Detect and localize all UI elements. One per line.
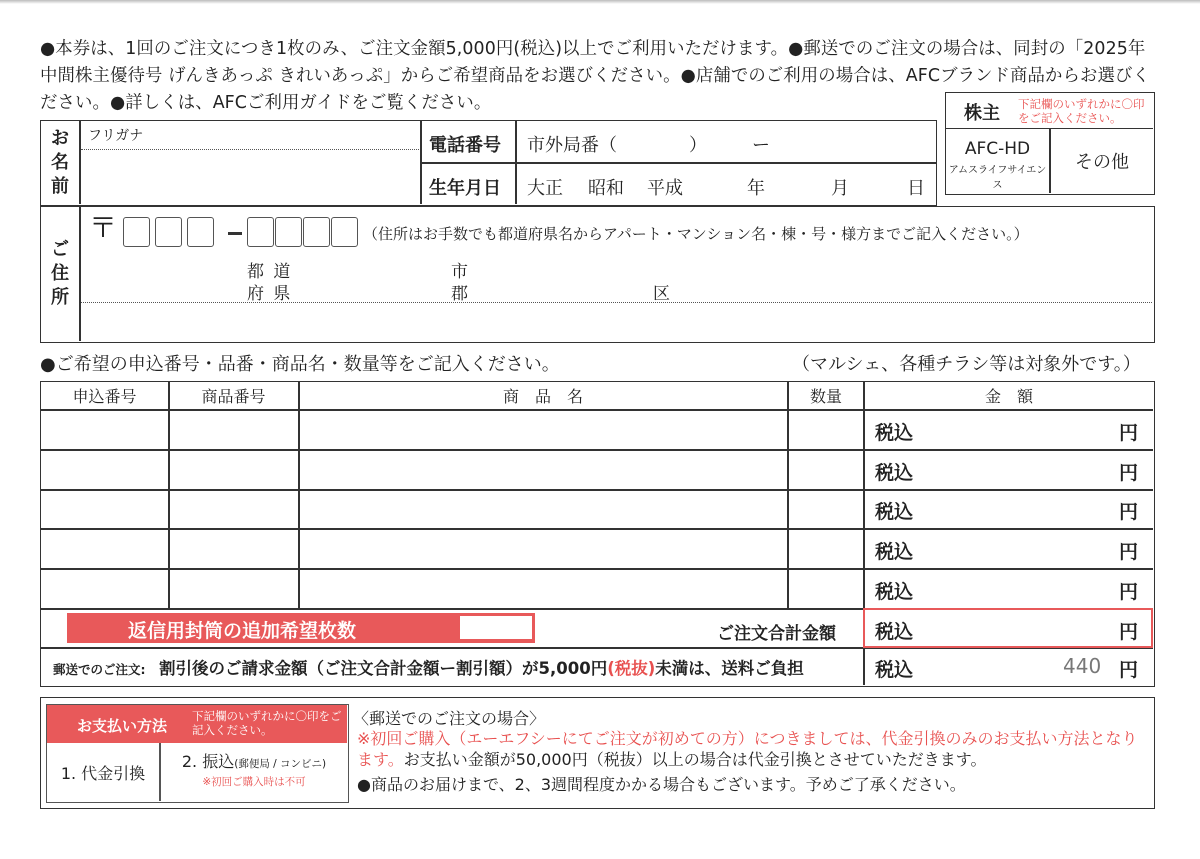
phone-input[interactable]: 市外局番（ ） ー [527, 135, 770, 156]
shareholder-option-other[interactable]: その他 [1075, 152, 1129, 173]
order-row-2[interactable] [41, 451, 861, 488]
shipping-yen-label: 円 [1119, 659, 1139, 681]
address-label: ご 住 所 [51, 239, 69, 308]
payment-option-cod[interactable]: 1. 代金引換 [60, 763, 146, 783]
intro-text: ●本券は、1回のご注文につき1枚のみ、ご注文金額5,000円(税込)以上でご利用いただけます。●郵送でのご注文の場合は、同封の「2025年中間株主優待号 げんきあっぷ きれいあっぷ」からご希望商品をお選びください。●店舗でのご利用の場合は、AFCブランド商品からお選びください。●詳しくは、AFCご利用ガイドをご覧ください。 [40, 39, 1150, 113]
mail-order-title: 〈郵送でのご注文の場合〉 [353, 709, 546, 728]
payment-method-note: 下記欄のいずれかに〇印をご記入ください。 [192, 709, 342, 737]
address-section [40, 206, 1155, 343]
postal-digit-1[interactable] [123, 217, 150, 247]
order-row-3[interactable] [41, 491, 861, 527]
order-row-1[interactable] [41, 411, 861, 448]
mail-order-red-text: ※初回ご購入（エーエフシーにてご注文が初めての方）につきましては、代金引換のみのお支払い方法となります。 [357, 729, 1138, 769]
shipping-text-b: 未満は、送料ご負担 [655, 659, 804, 678]
payment-transfer-note: ※初回ご購入時は不可 [202, 776, 306, 788]
row2-tax-label: 税込 [875, 462, 914, 484]
phone-label: 電話番号 [429, 135, 501, 156]
era-heisei[interactable]: 平成 [647, 178, 683, 199]
header-amount: 金 額 [984, 387, 1033, 406]
row5-yen-label: 円 [1119, 581, 1139, 603]
envelope-count-box [67, 613, 535, 643]
mail-order-black-text: お支払い金額が50,000円（税抜）以上の場合は代金引換とさせていただきます。 [403, 750, 987, 769]
shipping-text-red: (税抜) [607, 659, 656, 678]
furigana-input[interactable] [161, 123, 419, 147]
payment-method-box [46, 704, 349, 803]
prefecture-fu-ken: 府 県 [247, 284, 293, 304]
shareholder-option-afc-label: AFC-HD [964, 139, 1031, 159]
postal-digit-6[interactable] [303, 217, 330, 247]
payment-section [40, 697, 1155, 809]
month-label: 月 [831, 178, 849, 199]
shipping-tax-label: 税込 [875, 659, 914, 681]
postal-digit-3[interactable] [187, 217, 214, 247]
postal-digit-4[interactable] [247, 217, 274, 247]
shareholder-note: 下記欄のいずれかに〇印をご記入ください。 [1018, 97, 1145, 125]
order-total-label: ご注文合計金額 [717, 624, 836, 644]
shareholder-option-afc-sub: アムスライフサイエンス [948, 165, 1047, 191]
postal-digit-5[interactable] [275, 217, 302, 247]
era-taisho[interactable]: 大正 [527, 178, 563, 199]
row5-tax-label: 税込 [875, 581, 914, 603]
header-quantity: 数量 [809, 387, 842, 406]
order-section-title: ●ご希望の申込番号・品番・商品名・数量等をご記入ください。 [40, 354, 560, 375]
address-note: （住所はお手数でも都道府県名からアパート・マンション名・棟・号・様方までご記入ください。） [363, 225, 1029, 243]
city-label: 市 [451, 262, 468, 282]
order-row-5[interactable] [41, 570, 861, 607]
postal-dash [228, 232, 242, 235]
shipping-prefix: 郵送でのご注文: [53, 662, 146, 677]
order-table [40, 381, 1155, 687]
postal-digit-7[interactable] [331, 217, 358, 247]
envelope-count-label: 返信用封筒の追加希望枚数 [128, 620, 357, 642]
row1-tax-label: 税込 [875, 422, 914, 444]
mail-order-text [357, 728, 1151, 770]
name-label: お 名 前 [51, 127, 69, 197]
row4-tax-label: 税込 [875, 541, 914, 563]
ward-label: 区 [653, 284, 670, 304]
address-input[interactable] [81, 304, 1152, 340]
prefecture-to-do: 都 道 [247, 262, 293, 282]
row3-tax-label: 税込 [875, 501, 914, 523]
header-product-name: 商 品 名 [502, 387, 583, 406]
row4-yen-label: 円 [1119, 541, 1139, 563]
payment-method-title: お支払い方法 [77, 717, 168, 735]
shareholder-title: 株主 [964, 103, 1000, 124]
shareholder-option-afc[interactable] [946, 129, 1049, 193]
name-input[interactable] [81, 151, 419, 203]
scan-edge [0, 0, 1200, 4]
name-section [40, 120, 937, 206]
shareholder-box [945, 92, 1155, 195]
delivery-note: ●商品のお届けまで、2、3週間程度かかる場合もございます。予めご了承ください。 [357, 775, 966, 794]
county-label: 郡 [451, 284, 468, 304]
furigana-label: フリガナ [88, 128, 144, 144]
birthdate-label: 生年月日 [429, 178, 501, 199]
payment-transfer-sub: (郵便局 / コンビニ) [234, 758, 327, 770]
envelope-count-input[interactable] [460, 616, 532, 639]
day-label: 日 [907, 178, 925, 199]
header-application-no: 申込番号 [72, 387, 137, 406]
order-section-note: （マルシェ、各種チラシ等は対象外です。） [792, 354, 1141, 375]
payment-option-transfer[interactable] [161, 743, 347, 801]
total-yen-label: 円 [1119, 621, 1139, 643]
postal-mark: 〒 [89, 211, 118, 244]
shipping-text [159, 655, 804, 679]
shipping-text-a: 割引後のご請求金額（ご注文合計金額ー割引額）が5,000円 [159, 659, 608, 678]
era-showa[interactable]: 昭和 [588, 178, 624, 199]
order-row-4[interactable] [41, 530, 861, 567]
header-product-no: 商品番号 [201, 387, 266, 406]
payment-transfer-label: 2. 振込 [181, 752, 235, 771]
year-label: 年 [747, 178, 765, 199]
total-tax-label: 税込 [875, 621, 914, 643]
postal-digit-2[interactable] [155, 217, 182, 247]
row3-yen-label: 円 [1119, 501, 1139, 523]
shipping-amount: 440 [1063, 654, 1102, 678]
row1-yen-label: 円 [1119, 422, 1139, 444]
payment-method-header [47, 705, 347, 743]
row2-yen-label: 円 [1119, 462, 1139, 484]
